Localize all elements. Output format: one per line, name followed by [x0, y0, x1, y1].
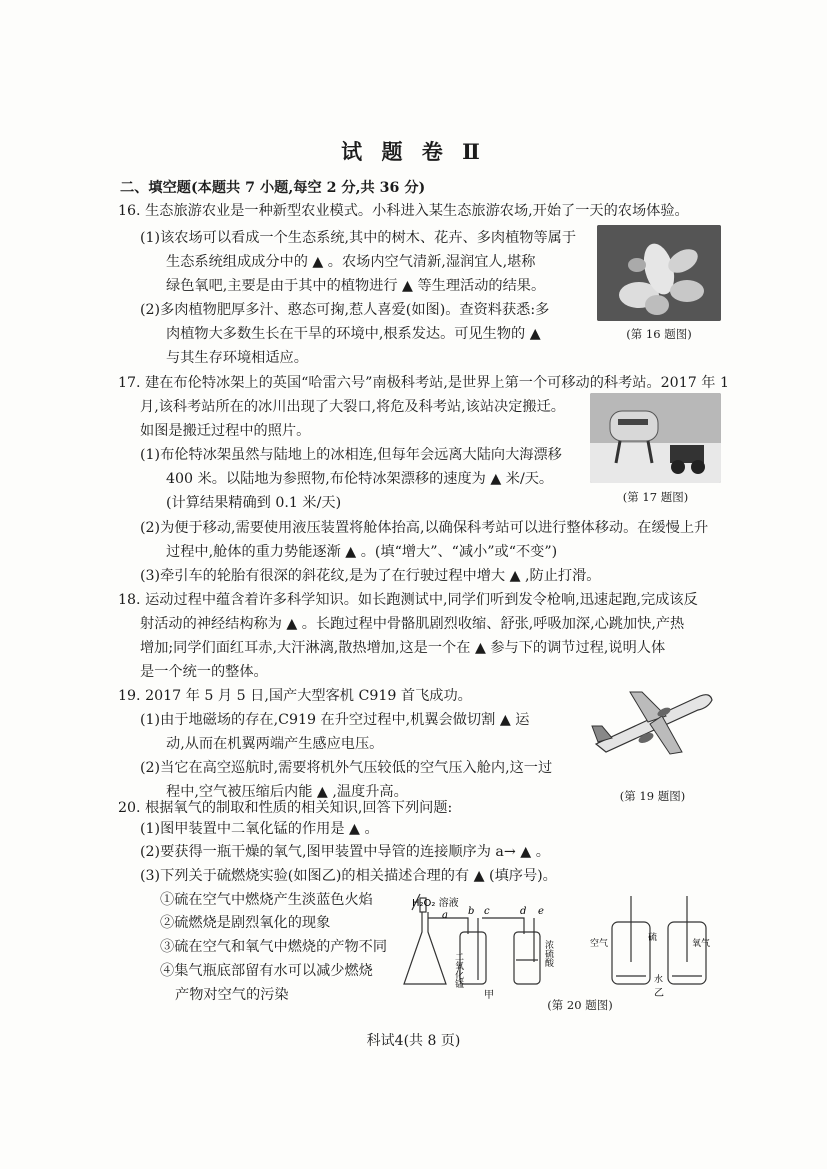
q17-line-4: 400 米。以陆地为参照物,布伦特冰架漂移的速度为 ▲ 米/天。 [166, 471, 554, 487]
label-c: c [484, 906, 490, 917]
q20-caption: (第 20 题图) [547, 998, 613, 1012]
q17-line-7: 过程中,舱体的重力势能逐渐 ▲ 。(填“增大”、“减小”或“不变”) [166, 544, 558, 560]
q17-line-1: 月,该科考站所在的冰川出现了大裂口,将危及科考站,该站决定搬迁。 [140, 399, 565, 415]
q19-line-2: 动,从而在机翼两端产生感应电压。 [166, 736, 384, 752]
q18-line-3: 是一个统一的整体。 [140, 664, 268, 680]
label-h2o2: H₂O₂ 溶液 [412, 898, 459, 909]
q19-caption: (第 19 题图) [619, 789, 686, 803]
q18-line-2: 增加;同学们面红耳赤,大汗淋漓,散热增加,这是一个在 ▲ 参与下的调节过程,说明人体 [140, 640, 666, 656]
section-heading: 二、填空题(本题共 7 小题,每空 2 分,共 36 分) [120, 180, 426, 196]
label-yi: 乙 [654, 988, 664, 999]
q16-line-2: 生态系统组成成分中的 ▲ 。农场内空气清新,湿润宜人,堪称 [166, 254, 536, 270]
q17-line-3: (1)布伦特冰架虽然与陆地上的冰相连,但每年会远离大陆向大海漂移 [140, 447, 562, 463]
label-acid: 浓硫酸 [543, 940, 553, 967]
label-b: b [468, 906, 475, 917]
q16-line-6: 与其生存环境相适应。 [166, 350, 308, 366]
q16-caption: (第 16 题图) [626, 327, 692, 341]
q19-line-3: (2)当它在高空巡航时,需要将机外气压较低的空气压入舱内,这一过 [140, 760, 553, 776]
q17-line-2: 如图是搬迁过程中的照片。 [140, 423, 311, 439]
q20-line-1: (1)图甲装置中二氧化锰的作用是 ▲ 。 [140, 821, 379, 837]
label-a: a [442, 910, 448, 921]
q20-option-4-cont: 产物对空气的污染 [175, 987, 289, 1003]
q20-option-3: ③硫在空气和氧气中燃烧的产物不同 [160, 939, 388, 955]
label-jia: 甲 [484, 990, 494, 1000]
q20-option-1: ①硫在空气中燃烧产生淡蓝色火焰 [160, 892, 373, 908]
q17-line-6: (2)为便于移动,需要使用液压装置将舱体抬高,以确保科考站可以进行整体移动。在缓慢上升 [140, 520, 709, 536]
q20-line-2: (2)要获得一瓶干燥的氧气,图甲装置中导管的连接顺序为 a→ ▲ 。 [140, 844, 550, 860]
q18-line-0: 18. 运动过程中蕴含着许多科学知识。如长跑测试中,同学们听到发令枪响,迅速起跑,完成该反 [118, 592, 698, 608]
q17-line-8: (3)牵引车的轮胎有很深的斜花纹,是为了在行驶过程中增大 ▲ ,防止打滑。 [140, 568, 601, 584]
label-air: 空气 [590, 939, 609, 949]
q19-line-0: 19. 2017 年 5 月 5 日,国产大型客机 C919 首飞成功。 [118, 688, 472, 704]
succulent-photo [597, 225, 721, 321]
label-e: e [538, 906, 544, 917]
oxygen-apparatus-figure [398, 892, 720, 1000]
label-oxygen: 氧气 [692, 939, 711, 949]
page-title: 试 题 卷 Ⅱ [341, 139, 486, 164]
q16-line-1: (1)该农场可以看成一个生态系统,其中的树木、花卉、多肉植物等属于 [140, 230, 577, 246]
q20-line-3: (3)下列关于硫燃烧实验(如图乙)的相关描述合理的有 ▲ (填序号)。 [140, 868, 557, 884]
label-water: 水 [654, 975, 664, 985]
q16-line-5: 肉植物大多数生长在干旱的环境中,根系发达。可见生物的 ▲ [166, 326, 541, 342]
q19-line-4: 程中,空气被压缩后内能 ▲ ,温度升高。 [166, 784, 408, 800]
q16-line-0: 16. 生态旅游农业是一种新型农业模式。小科进入某生态旅游农场,开始了一天的农场体验。 [118, 203, 689, 219]
q17-line-0: 17. 建在布伦特冰架上的英国“哈雷六号”南极科考站,是世界上第一个可移动的科考站。2017 年 1 [118, 375, 729, 391]
page-footer: 科试4(共 8 页) [366, 1033, 461, 1049]
q19-line-1: (1)由于地磁场的存在,C919 在升空过程中,机翼会做切割 ▲ 运 [140, 712, 530, 728]
q20-line-0: 20. 根据氧气的制取和性质的相关知识,回答下列问题: [118, 800, 453, 816]
label-d: d [520, 906, 527, 917]
label-sulfur: 硫 [648, 933, 658, 943]
q20-option-4: ④集气瓶底部留有水可以减少燃烧 [160, 963, 373, 979]
antarctic-station-photo [590, 393, 721, 483]
q20-option-2: ②硫燃烧是剧烈氧化的现象 [160, 915, 331, 931]
c919-plane-image [590, 682, 715, 762]
q18-line-1: 射活动的神经结构称为 ▲ 。长跑过程中骨骼肌剧烈收缩、舒张,呼吸加深,心跳加快,产热 [140, 616, 685, 632]
q17-caption: (第 17 题图) [622, 490, 689, 504]
q16-line-4: (2)多肉植物肥厚多汁、憨态可掬,惹人喜爱(如图)。查资料获悉:多 [140, 302, 550, 318]
q16-line-3: 绿色氧吧,主要是由于其中的植物进行 ▲ 等生理活动的结果。 [166, 278, 546, 294]
label-mno2: 二氧化锰 [453, 952, 463, 988]
q17-line-5: (计算结果精确到 0.1 米/天) [166, 495, 342, 511]
